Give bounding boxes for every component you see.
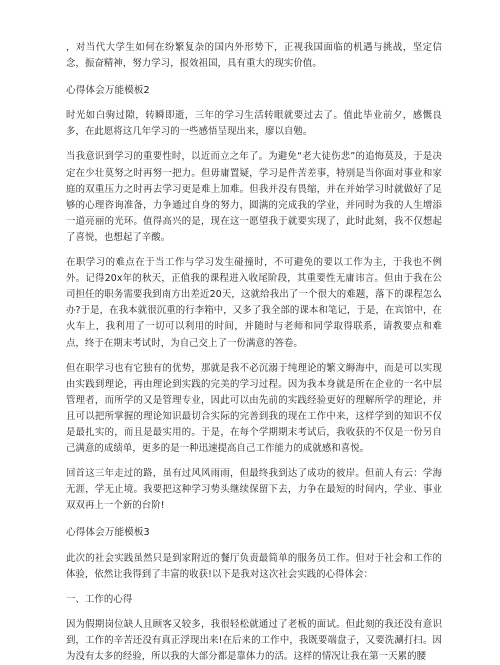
t2-paragraph-5: 回首这三年走过的路，虽有过风风雨雨，但最终我到达了成功的彼岸。但前人有云：学海无涯，学无止境。我要把这种学习势头继续保留下去，力争在最短的时间内，学业、事业双双再上一个新的台阶! [66,468,442,512]
t2-paragraph-2: 当我意识到学习的重要性时，以近而立之年了。为避免“老大徒伤悲”的追悔莫及，于是决定在少壮莫努之时再努一把力。但毋庸置疑，学习是件苦差事，特别是当你面对事业和家庭的双重压力之时再去学习更是难上加难。但我并没有畏缩，并在并始学习时就做好了足够的心理咨询准备，力争通过自身的努力，圆满的完成我的学业，并同时为我的人生增添一道亮丽的光环。值得高兴的是，现在这一愿望我于就要实现了，此时此刻，我不仅想起了喜悦，也想起了辛酸。 [66,151,442,243]
t2-paragraph-4: 但在职学习也有它独有的优势，那就是我不必沉溺于纯理论的繁文縟海中，而是可以实现由实践到理论，再由理论到实践的完美的学习过程。因为我本身就是所在企业的一名中层管理者，而所学的又是管理专业，因此可以由先前的实践经验更好的理解所学的理论，并且可以把所掌握的理论知识最切合实际的完善到我的现在工作中来，这样学到的知识不仅是最扎实的，而且是最实用的。于是，在每个学期期末考试后，我收获的不仅是一份另自己满意的成绩单，更多的是一种迅速提高自己工作能力的成就感和喜悦。 [66,362,442,455]
t3-subheading: 一、工作的心得 [66,593,133,605]
t3-paragraph-1: 此次的社会实践虽然只是到家附近的餐厅负责最简单的服务员工作。但对于社会和工作的体验，依然让我得到了丰富的收获!以下是我对这次社会实践的心得体会： [66,552,442,580]
t3-paragraph-2: 因为假期岗位缺人且顾客又较多，我很轻松就通过了老板的面试。但此刻的我还没有意识到，工作的辛苦还没有真正浮现出来!在后来的工作中，我既要端盘子，又要洗涮打扫。因为没有太多的经验，所以我的大部分都是靠体力的活。这样的情况让我在第一天累的腰 [66,618,442,662]
intro-paragraph: ，对当代大学生如何在纷繁复杂的国内外形势下，正视我国面临的机遇与挑战，坚定信念，振奋精神，努力学习，报效祖国，具有重大的现实价值。 [66,42,442,70]
section-heading-template-2: 心得体会万能模板2 [66,85,150,97]
section-heading-template-3: 心得体会万能模板3 [66,527,150,539]
t2-paragraph-1: 时光如白驹过隙，转瞬即逝，三年的学习生活转眼就要过去了。值此毕业前夕，感慨良多，在此愿将这几年学习的一些感悟呈现出来，廖以自勉。 [66,110,442,138]
t2-paragraph-3: 在职学习的难点在于当工作与学习发生碰撞时，不可避免的要以工作为主，于我也不例外。记得20x年的秋天，正值我的课程进入收尾阶段，其重要性无庸讳言。但由于我在公司担任的职务需要我到南方出差近20天，这就给我出了一个很大的难题，落下的课程怎么办?于是，在我本就很沉重的行李箱中，又多了我全部的课本和笔记，于是，在宾馆中，在火车上，我利用了一切可以利用的时间，并随时与老师和同学取得联系，请教要点和难点，终于在期末考试时，为自己交上了一份满意的答卷。 [66,257,442,349]
